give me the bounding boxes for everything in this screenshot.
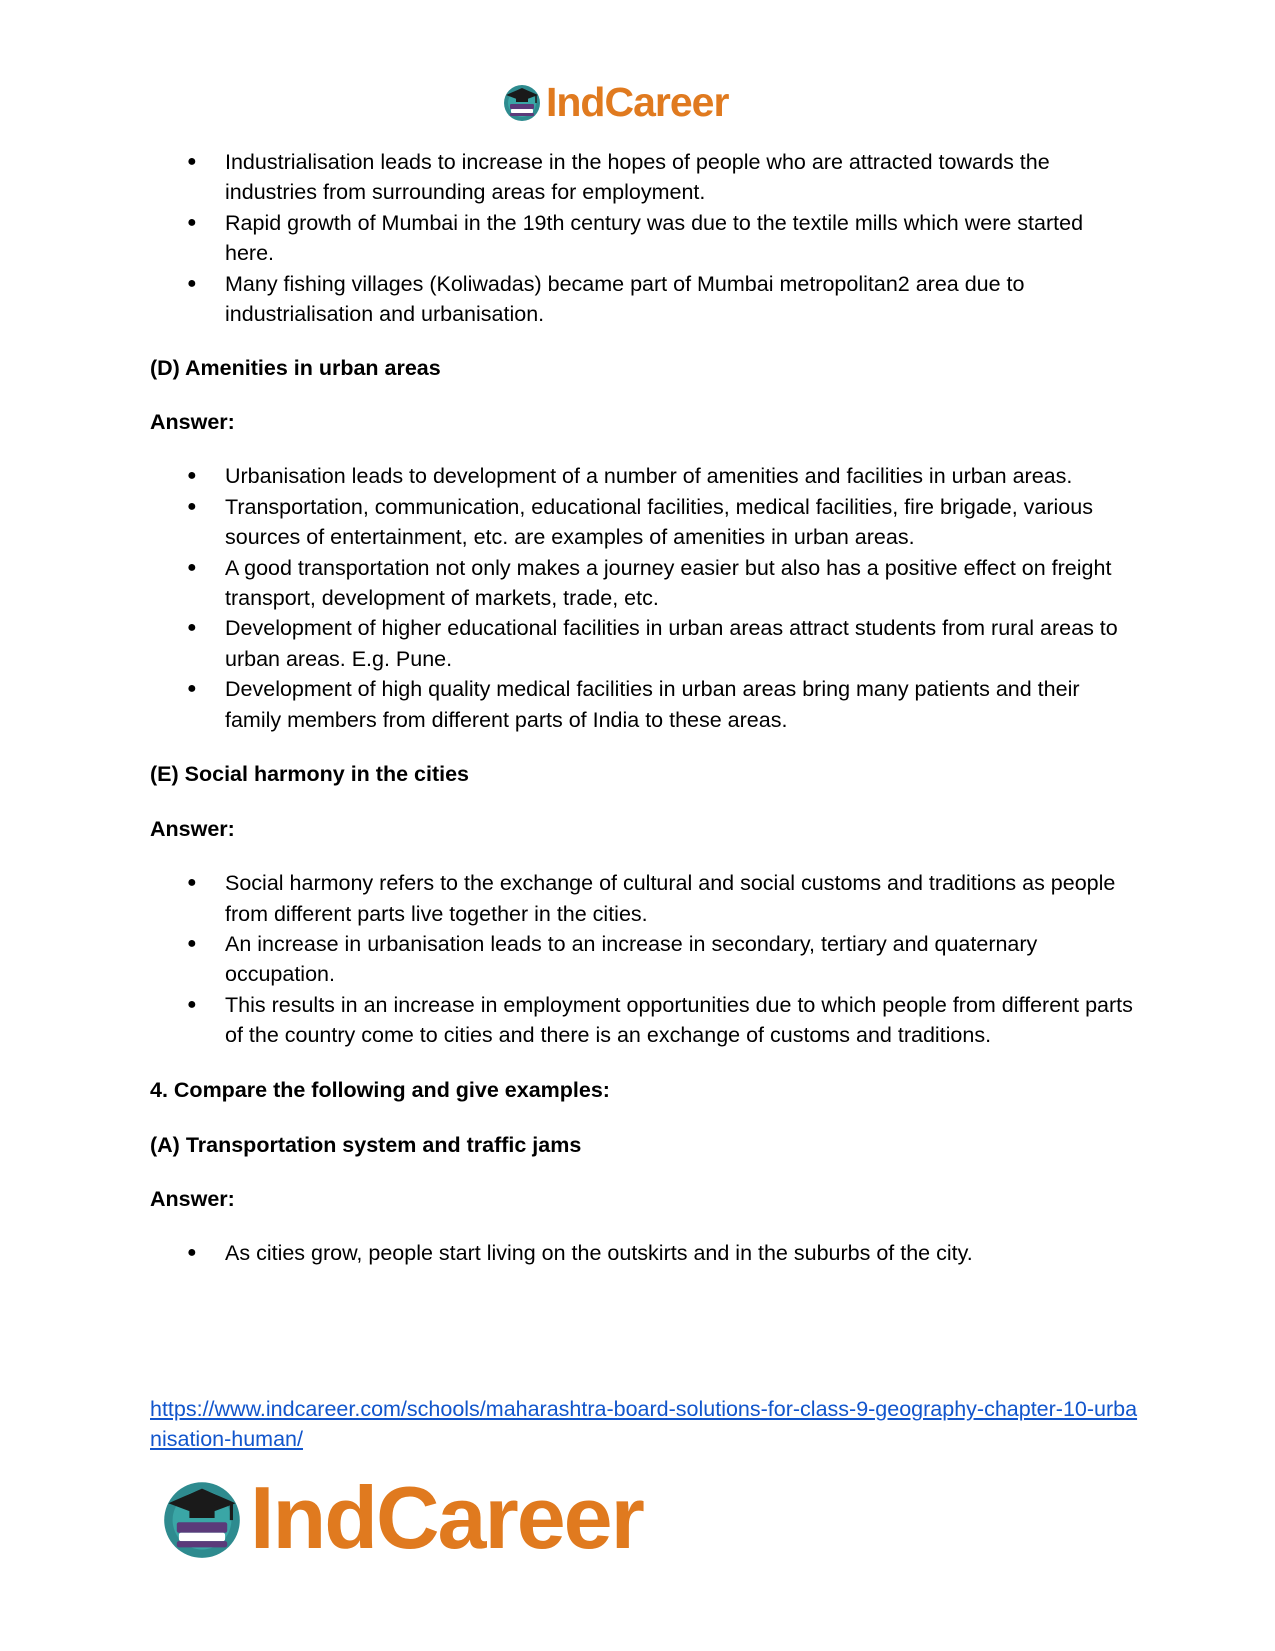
- bullet-icon: ●: [187, 1243, 197, 1261]
- list-item: ● An increase in urbanisation leads to an increase in secondary, tertiary and quaternary occupation.: [225, 929, 1135, 990]
- list-item: ● Urbanisation leads to development of a number of amenities and facilities in urban areas.: [225, 461, 1135, 491]
- question-4a-answer-label: Answer:: [150, 1186, 235, 1211]
- bullet-icon: ●: [187, 874, 197, 892]
- list-item: ● Development of high quality medical facilities in urban areas bring many patients and their family members from different parts of India to these areas.: [225, 674, 1135, 735]
- bullet-icon: ●: [187, 213, 197, 231]
- bullet-icon: ●: [187, 467, 197, 485]
- list-item: ● Transportation, communication, educational facilities, medical facilities, fire brigade, various sources of entertainment, etc. are examples of amenities in urban areas.: [225, 492, 1135, 553]
- bullet-icon: ●: [187, 497, 197, 515]
- section-d-answer-label: Answer:: [150, 410, 235, 435]
- bullet-icon: ●: [187, 995, 197, 1013]
- list-item: ● Rapid growth of Mumbai in the 19th century was due to the textile mills which were started here.: [225, 208, 1135, 269]
- list-item: ● Development of higher educational facilities in urban areas attract students from rural areas to urban areas. E.g. Pune.: [225, 613, 1135, 674]
- bullet-icon: ●: [187, 558, 197, 576]
- question-4a-bullet-list: [150, 1238, 1135, 1268]
- bullet-icon: ●: [187, 153, 197, 170]
- section-e-bullet-list: [150, 868, 1135, 1050]
- bullet-icon: ●: [187, 680, 197, 698]
- bullet-icon: ●: [187, 274, 197, 292]
- section-e-heading: (E) Social harmony in the cities: [150, 762, 469, 787]
- list-item: ● A good transportation not only makes a journey easier but also has a positive effect on freight transport, development of markets, trade, etc.: [225, 553, 1135, 614]
- question-4a-heading: (A) Transportation system and traffic jams: [150, 1132, 582, 1157]
- graduation-cap-book-icon: [502, 82, 542, 122]
- footer-source-link[interactable]: https://www.indcareer.com/schools/maharashtra-board-solutions-for-class-9-geography-chapter-10-urbanisation-human/: [150, 1397, 1138, 1452]
- footer-link-block: [150, 1394, 1140, 1455]
- list-item: ● As cities grow, people start living on the outskirts and in the suburbs of the city.: [225, 1238, 1135, 1268]
- list-item: ● Industrialisation leads to increase in the hopes of people who are attracted towards the industries from surrounding areas for employment.: [225, 147, 1135, 208]
- list-item: ● Social harmony refers to the exchange of cultural and social customs and traditions as people from different parts live together in the cities.: [225, 868, 1135, 929]
- list-item: ● Many fishing villages (Koliwadas) became part of Mumbai metropolitan2 area due to industrialisation and urbanisation.: [225, 269, 1135, 330]
- graduation-cap-book-icon: [160, 1476, 244, 1560]
- brand-name: IndCareer: [546, 79, 729, 125]
- section-d-bullet-list: [150, 461, 1135, 735]
- document-content: [150, 147, 1135, 1268]
- header-logo: [502, 78, 728, 126]
- section-d-heading: (D) Amenities in urban areas: [150, 356, 441, 381]
- section-e-answer-label: Answer:: [150, 817, 235, 842]
- list-item: ● This results in an increase in employment opportunities due to which people from different parts of the country come to cities and there is an exchange of customs and traditions.: [225, 990, 1135, 1051]
- bullet-icon: ●: [187, 934, 197, 952]
- brand-name: IndCareer: [250, 1468, 643, 1567]
- question-4-heading: 4. Compare the following and give examples:: [150, 1077, 610, 1102]
- intro-bullet-list: [150, 147, 1135, 329]
- footer-logo: [160, 1470, 643, 1566]
- bullet-icon: ●: [187, 619, 197, 637]
